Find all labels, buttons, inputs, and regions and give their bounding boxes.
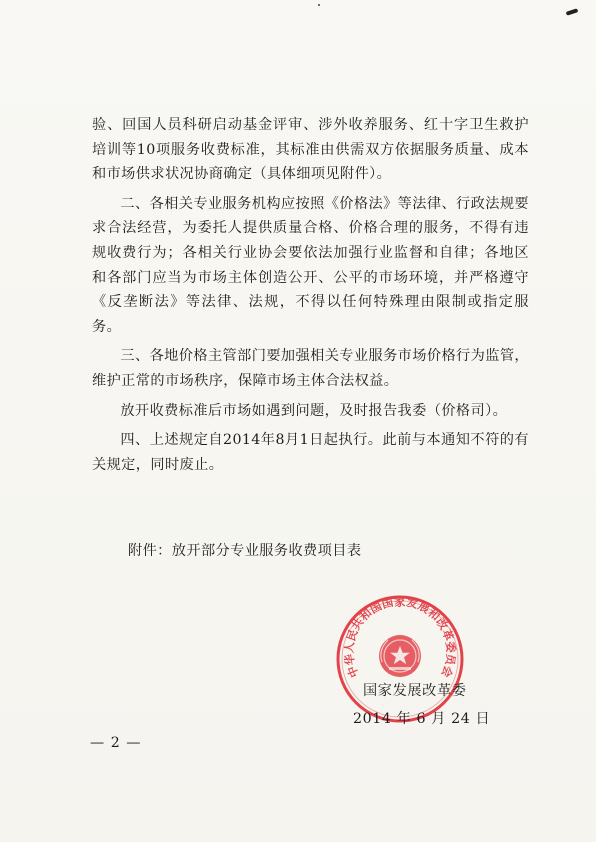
issuer-name: 国家发展改革委 — [363, 683, 467, 699]
paragraph-report-notice: 放开收费标准后市场如遇到问题，及时报告我委（价格司）。 — [120, 402, 508, 419]
issue-date: 2014 年 6 月 24 日 — [353, 711, 491, 727]
scan-artifact-dot — [318, 4, 320, 6]
paragraph-item-three: 三、各地价格主管部门要加强相关专业服务市场价格行为监管，维护正常的市场秩序，保障市场主体合法权益。 — [92, 348, 529, 389]
paragraph-continuation: 验、回国人员科研启动基金评审、涉外收养服务、红十字卫生救护培训等10项服务收费标准，其标准由供需双方依据服务质量、成本和市场供求状况协商确定（具体细项见附件）。 — [92, 117, 529, 183]
page-number: — 2 — — [90, 735, 142, 751]
scan-artifact-mark — [566, 8, 579, 16]
seal-text: 中华人民共和国国家发展和改革委员会 — [342, 595, 458, 680]
paragraph-item-two: 二、各相关专业服务机构应按照《价格法》等法律、行政法规要求合法经营，为委托人提供质量合格、价格合理的服务，不得有违规收费行为；各相关行业协会要依法加强行业监督和自律；各地区和各部门应当为市场主体创造公开、公平的市场环境，并严格遵守《反垄断法》等法律、法规，不得以任何特殊理由限制或指定服务。 — [92, 195, 529, 335]
attachment-line: 附件：放开部分专业服务收费项目表 — [128, 543, 362, 559]
document-body — [92, 113, 529, 482]
official-seal — [335, 594, 465, 724]
paragraph-item-four: 四、上述规定自2014年8月1日起执行。此前与本通知不符的有关规定，同时废止。 — [92, 432, 529, 473]
seal-emblem — [379, 635, 421, 677]
